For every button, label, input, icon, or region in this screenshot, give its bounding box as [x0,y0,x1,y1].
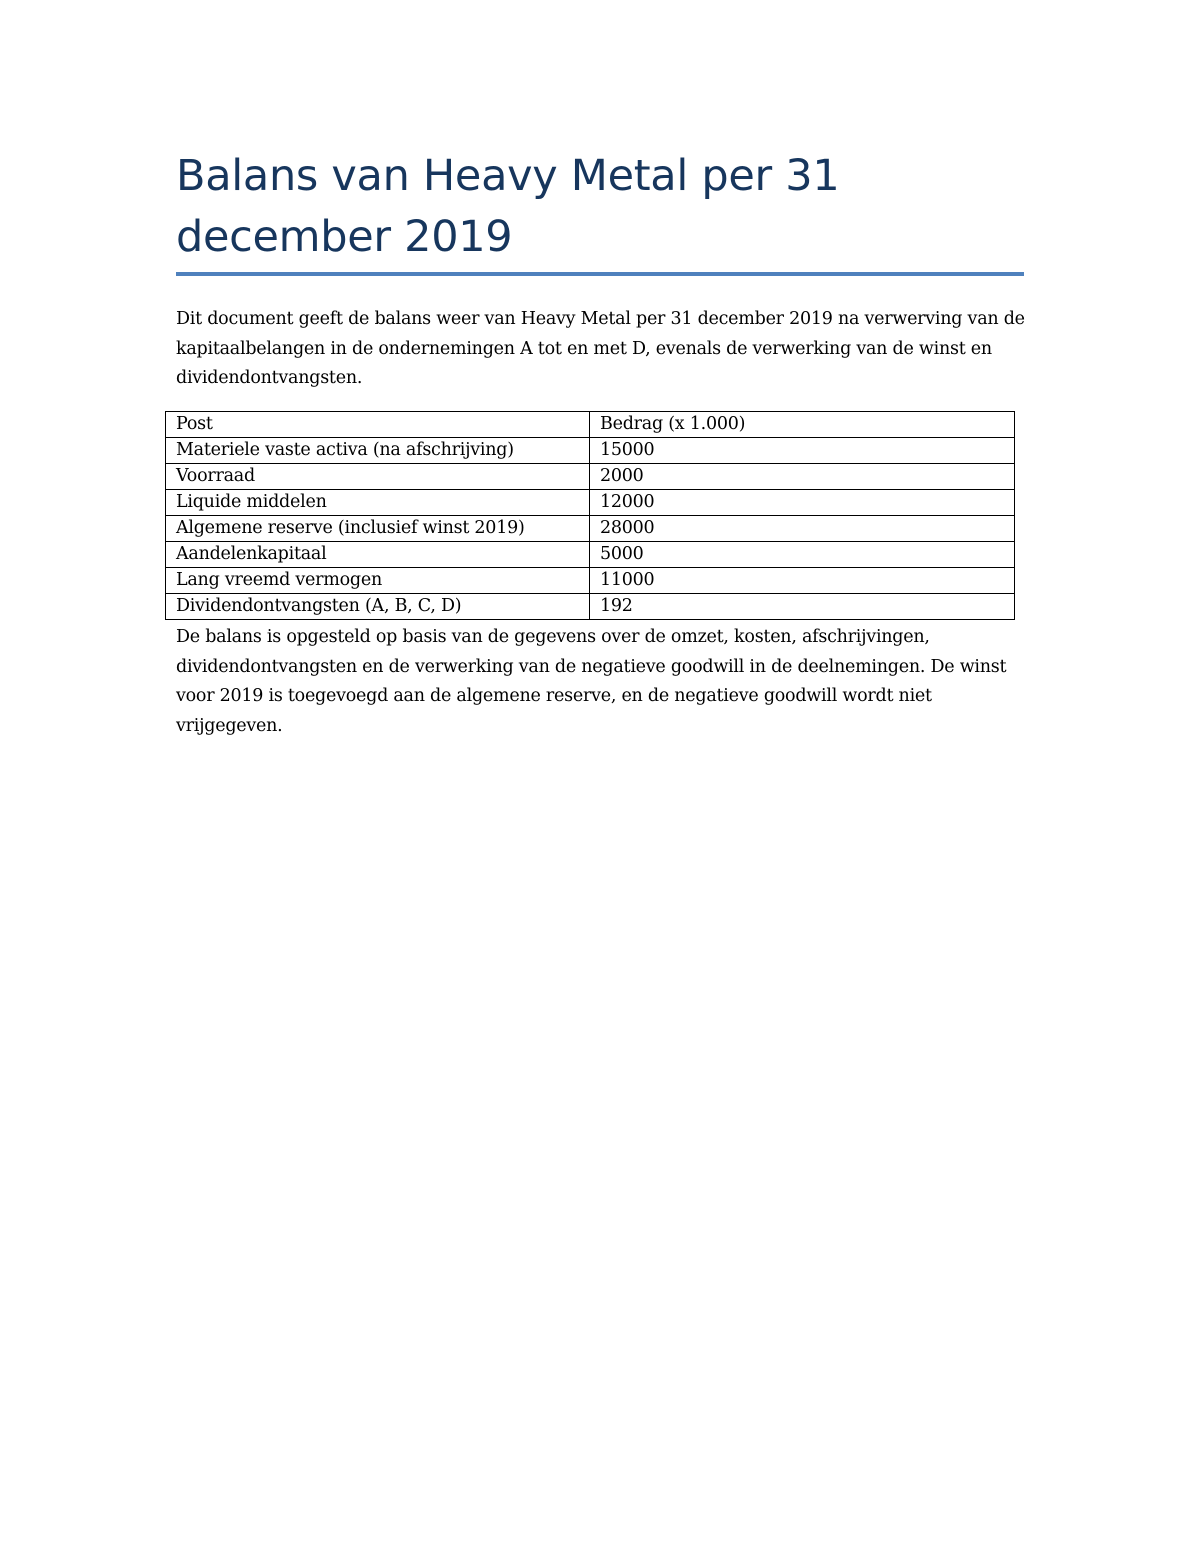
document-title: Balans van Heavy Metal per 31 december 2019 [176,151,840,262]
table-row [166,464,1015,490]
cell-bedrag: 2000 [590,464,1015,490]
cell-post: Dividendontvangsten (A, B, C, D) [166,594,590,620]
cell-post: Lang vreemd vermogen [166,568,590,594]
table-row [166,516,1015,542]
cell-bedrag: 15000 [590,438,1015,464]
cell-post: Materiele vaste activa (na afschrijving) [166,438,590,464]
cell-bedrag: 192 [590,594,1015,620]
table-row [166,490,1015,516]
table-row [166,542,1015,568]
cell-post: Liquide middelen [166,490,590,516]
cell-bedrag: 28000 [590,516,1015,542]
cell-bedrag: 5000 [590,542,1015,568]
title-underline [176,272,1024,276]
table-header-row [166,412,1015,438]
table-row [166,594,1015,620]
cell-post: Algemene reserve (inclusief winst 2019) [166,516,590,542]
outro-paragraph: De balans is opgesteld op basis van de gegevens over de omzet, kosten, afschrijvingen, dividendontvangsten en de verwerking van de negatieve goodwill in de deelnemingen. De winst voor 2019 is toegevoegd aan de algemene reserve, en de negatieve goodwill wordt niet vrijgegeven. [176,627,1007,736]
cell-post: Voorraad [166,464,590,490]
header-cell-bedrag: Bedrag (x 1.000) [590,412,1015,438]
cell-bedrag: 11000 [590,568,1015,594]
table-row [166,568,1015,594]
header-cell-post: Post [166,412,590,438]
table-row [166,438,1015,464]
balance-table [165,411,1015,620]
cell-post: Aandelenkapitaal [166,542,590,568]
intro-paragraph: Dit document geeft de balans weer van Heavy Metal per 31 december 2019 na verwerving van de kapitaalbelangen in de ondernemingen A tot en met D, evenals de verwerking van de winst en dividendontvangsten. [176,309,1025,388]
cell-bedrag: 12000 [590,490,1015,516]
